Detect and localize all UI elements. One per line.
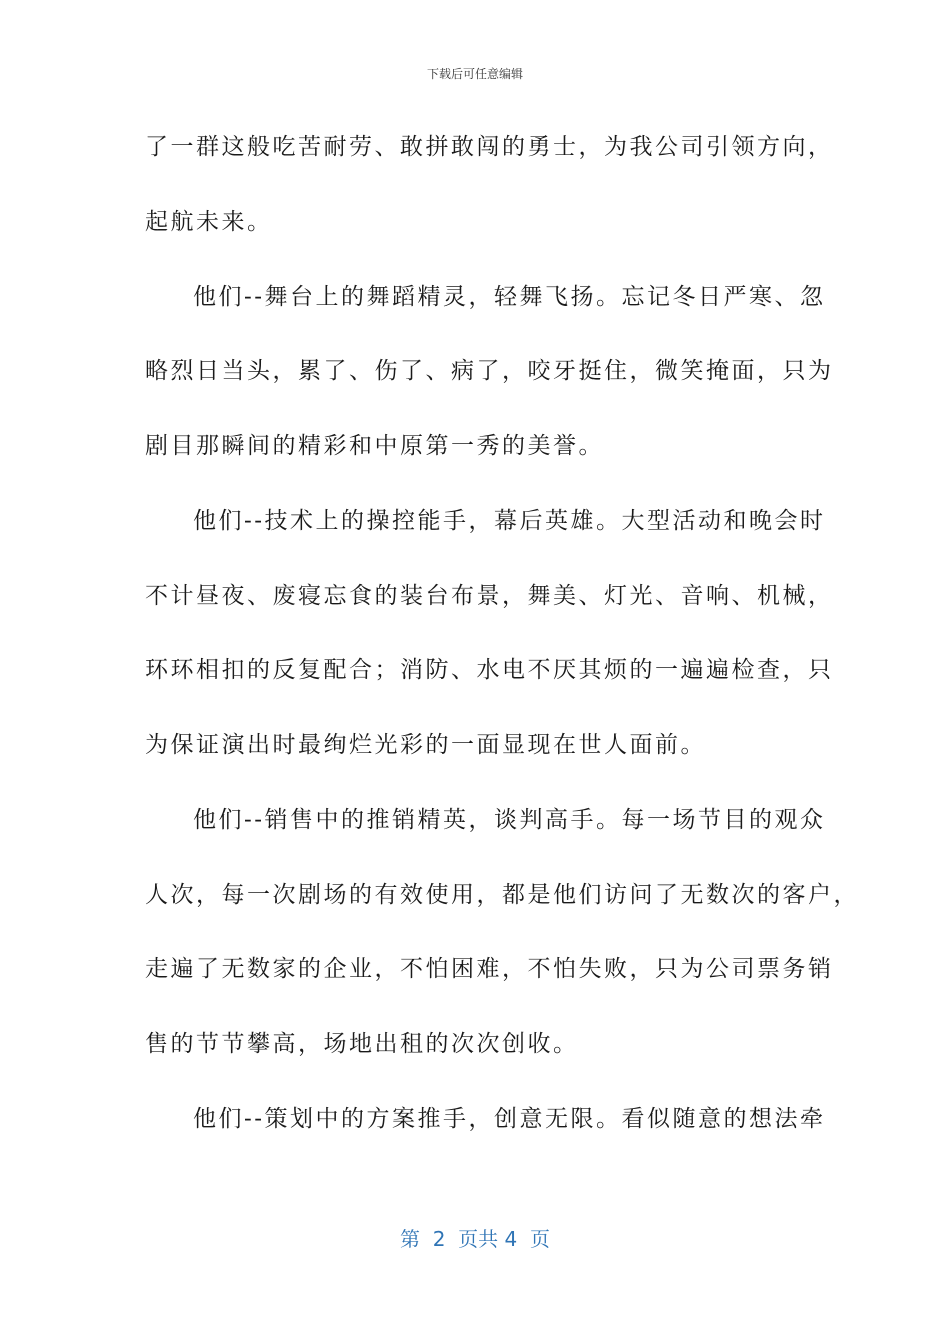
page-header: 下载后可任意编辑 [426,67,523,81]
body-line: 人次，每一次剧场的有效使用，都是他们访问了无数次的客户， [145,882,859,908]
body-line: 售的节节攀高，场地出租的次次创收。 [145,1031,579,1057]
body-line: 环环相扣的反复配合；消防、水电不厌其烦的一遍遍检查，只 [145,657,834,683]
body-line: 略烈日当头，累了、伤了、病了，咬牙挺住，微笑掩面，只为 [145,358,834,384]
body-line: 剧目那瞬间的精彩和中原第一秀的美誉。 [145,433,604,459]
body-line: 了一群这般吃苦耐劳、敢拼敢闯的勇士，为我公司引领方向， [145,134,834,160]
paragraph-first-line: 他们--策划中的方案推手，创意无限。看似随意的想法牵 [193,1106,826,1132]
page-number-footer: 第 2 页共 4 页 [400,1227,550,1251]
paragraph-first-line: 他们--销售中的推销精英，谈判高手。每一场节目的观众 [193,807,826,833]
body-line: 走遍了无数家的企业，不怕困难，不怕失败，只为公司票务销 [145,956,834,982]
paragraph-first-line: 他们--舞台上的舞蹈精灵，轻舞飞扬。忘记冬日严寒、忽 [193,284,826,310]
body-line: 不计昼夜、废寝忘食的装台布景，舞美、灯光、音响、机械， [145,583,834,609]
body-line: 起航未来。 [145,209,273,235]
paragraph-first-line: 他们--技术上的操控能手，幕后英雄。大型活动和晚会时 [193,508,826,534]
body-line: 为保证演出时最绚烂光彩的一面显现在世人面前。 [145,732,706,758]
